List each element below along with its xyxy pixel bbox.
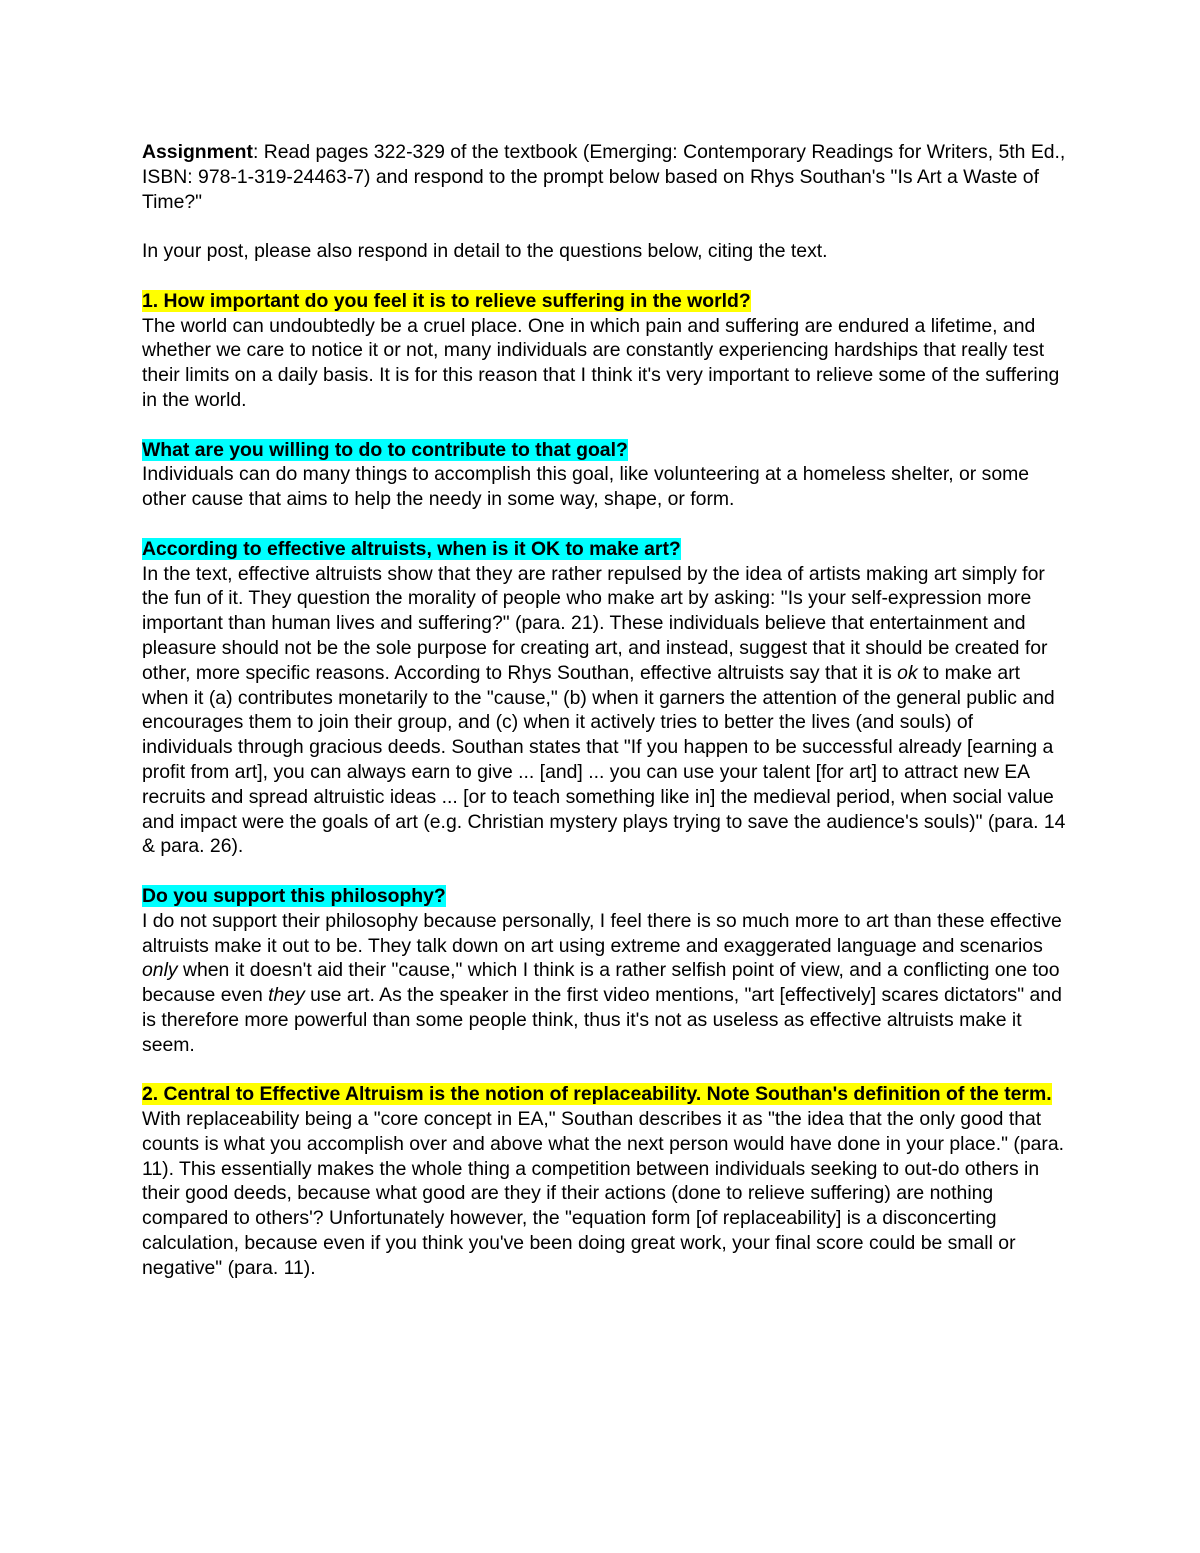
document-page [142, 140, 1067, 1305]
question-relieve-suffering: 1. How important do you feel it is to relieve suffering in the world? [142, 289, 751, 312]
section-4 [142, 884, 1067, 1058]
answer-text-part: use art. As the speaker in the first video mentions, "art [effectively] scares dictators" and is therefore more powerful than some people think, thus it's not as useless as effective altruists make it seem. [142, 984, 1062, 1056]
section-1 [142, 289, 1067, 413]
answer-text-part: In the text, effective altruists show that they are rather repulsed by the idea of artists making art simply for the fun of it. They question the morality of people who make art by asking: "Is your self-expression more important than human lives and suffering?" (para. 21). These individuals believe that entertainment and pleasure should not be the sole purpose for creating art, and instead, suggest that it should be created for other, more specific reasons. According to Rhys Southan, effective altruists say that it is [142, 562, 1048, 684]
instructions-paragraph: In your post, please also respond in detail to the questions below, citing the text. [142, 240, 828, 263]
section-2 [142, 438, 1067, 512]
answer-replaceability: With replaceability being a "core concept in EA," Southan describes it as "the idea that the only good that counts is what you accomplish over and above what the next person would have done in your place." (para. 11). This essentially makes the whole thing a competition between individuals seeking to out-do others in their good deeds, because what good are they if their actions (done to relieve suffering) are nothing compared to others'? Unfortunately however, the "equation form [of replaceability] is a disconcerting calculation, because even if you think you've been doing great work, your final score could be small or negative" (para. 11). [142, 1108, 1065, 1279]
question-support-philosophy: Do you support this philosophy? [142, 884, 446, 907]
answer-support-philosophy [142, 909, 1067, 1058]
assignment-text: : Read pages 322-329 of the textbook (Emerging: Contemporary Readings for Writers, 5th Ed., ISBN: 978-1-319-24463-7) and respond to the prompt below based on Rhys Southan's "Is Art a Waste of Time?" [142, 141, 1066, 213]
assignment-label: Assignment [142, 141, 253, 163]
answer-contribute-goal: Individuals can do many things to accomplish this goal, like volunteering at a homeless shelter, or some other cause that aims to help the needy in some way, shape, or form. [142, 463, 1030, 511]
section-5 [142, 1082, 1067, 1280]
question-replaceability: 2. Central to Effective Altruism is the notion of replaceability. Note Southan's definition of the term. [142, 1083, 1052, 1106]
question-when-make-art: According to effective altruists, when is it OK to make art? [142, 537, 681, 560]
question-contribute-goal: What are you willing to do to contribute to that goal? [142, 438, 628, 461]
assignment-paragraph [142, 140, 1067, 214]
answer-text-part: when it doesn't aid their "cause," which I think is a rather selfish point of view, and a conflicting one too because even [142, 959, 1060, 1007]
answer-when-make-art [142, 562, 1067, 860]
answer-emphasis: ok [897, 661, 918, 684]
answer-text-part: I do not support their philosophy because personally, I feel there is so much more to art than these effective altruists make it out to be. They talk down on art using extreme and exaggerated language and scenarios [142, 909, 1062, 957]
answer-emphasis: they [268, 984, 305, 1007]
answer-relieve-suffering: The world can undoubtedly be a cruel place. One in which pain and suffering are endured a lifetime, and whether we care to notice it or not, many individuals are constantly experiencing hardships that really test their limits on a daily basis. It is for this reason that I think it's very important to relieve some of the suffering in the world. [142, 314, 1060, 411]
answer-text-part: to make art when it (a) contributes monetarily to the "cause," (b) when it garners the attention of the general public and encourages them to join their group, and (c) when it actively tries to better the lives (and souls) of individuals through gracious deeds. Southan states that "If you happen to be successful already [earning a profit from art], you can always earn to give ... [and] ... you can use your talent [for art] to attract new EA recruits and spread altruistic ideas ... [or to teach something like in] the medieval period, when social value and impact were the goals of art (e.g. Christian mystery plays trying to save the audience's souls)" (para. 14 & para. 26). [142, 661, 1066, 858]
section-3 [142, 537, 1067, 859]
answer-emphasis: only [142, 959, 178, 982]
